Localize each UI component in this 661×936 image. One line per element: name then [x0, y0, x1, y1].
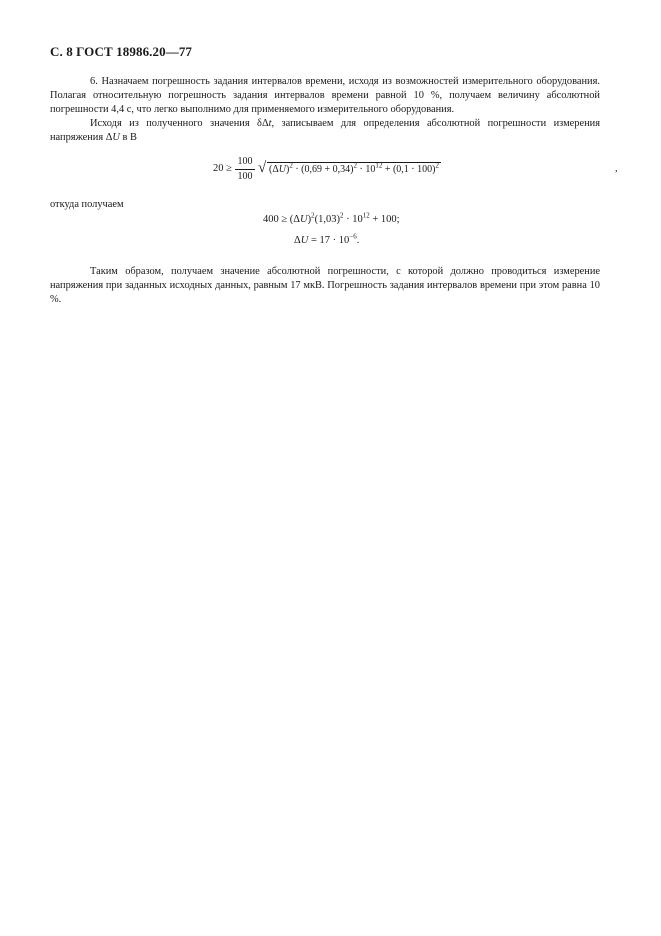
exponent: −6 [349, 232, 357, 241]
fraction-denominator: 100 [237, 171, 253, 182]
formula-part: ) [307, 214, 312, 225]
formula-inequality-400 [263, 211, 400, 225]
paragraph-whence: откуда получаем [50, 199, 124, 210]
formula-part: Δ [294, 235, 301, 246]
exponent: 2 [435, 161, 439, 170]
fraction-bar [235, 169, 255, 170]
exponent: 2 [311, 211, 315, 220]
exponent: 2 [339, 211, 344, 220]
formula-part: . [356, 235, 360, 246]
formula-part: · 10 [343, 214, 363, 225]
variable-t: t [268, 118, 272, 129]
exponent: 2 [289, 161, 293, 170]
exponent: 12 [375, 161, 383, 170]
page-header: С. 8 ГОСТ 18986.20—77 [50, 44, 193, 59]
variable-u: U [278, 164, 286, 175]
variable-u: U [300, 214, 308, 225]
exponent: 12 [362, 211, 370, 220]
paragraph-6: 6. Назначаем погрешность задания интервалов времени, исходя из возможностей измерительного оборудования. Полагая относительную погрешность задания интервалов времени равной 10 %, получаем величину абсолютной погрешности 4,4 с, что легко выполнимо для применяемого измерительного оборудования. [50, 76, 600, 115]
radicand-part: + (0,1 · 100) [382, 164, 436, 175]
exponent: 2 [353, 161, 357, 170]
paragraph-text-part: , записываем для определения абсолютной погрешности измерения напряжения Δ [50, 118, 600, 143]
fraction-numerator: 100 [237, 156, 253, 167]
formula-comma: , [615, 163, 618, 174]
paragraph-text-part: Исходя из полученного значения δΔ [90, 118, 269, 129]
formula-part: (1,03) [314, 214, 340, 225]
radicand-part: · 10 [356, 164, 376, 175]
sqrt-radicand [267, 162, 441, 176]
radicand-part: ) [286, 164, 290, 175]
formula-result [294, 232, 360, 246]
formula-part: = 17 · 10 [308, 235, 350, 246]
radicand-part: (Δ [269, 164, 279, 175]
formula-lhs: 20 ≥ [213, 163, 232, 174]
variable-u: U [300, 235, 309, 246]
sqrt-sign: √ [258, 160, 267, 176]
formula-part: + 100; [369, 214, 400, 225]
radicand-part: · (0,69 + 0,34) [292, 164, 354, 175]
formula-part: 400 ≥ (Δ [263, 214, 301, 225]
paragraph-based-on-value [50, 117, 600, 145]
variable-u: U [112, 132, 120, 143]
paragraph-conclusion: Таким образом, получаем значение абсолютной погрешности, с которой должно проводиться измерение напряжения при заданных исходных данных, равным 17 мкВ. Погрешность задания интервалов времени при этом равна 10 %. [50, 266, 600, 305]
paragraph-text-part: в В [119, 132, 137, 143]
formula-fraction [235, 156, 255, 183]
